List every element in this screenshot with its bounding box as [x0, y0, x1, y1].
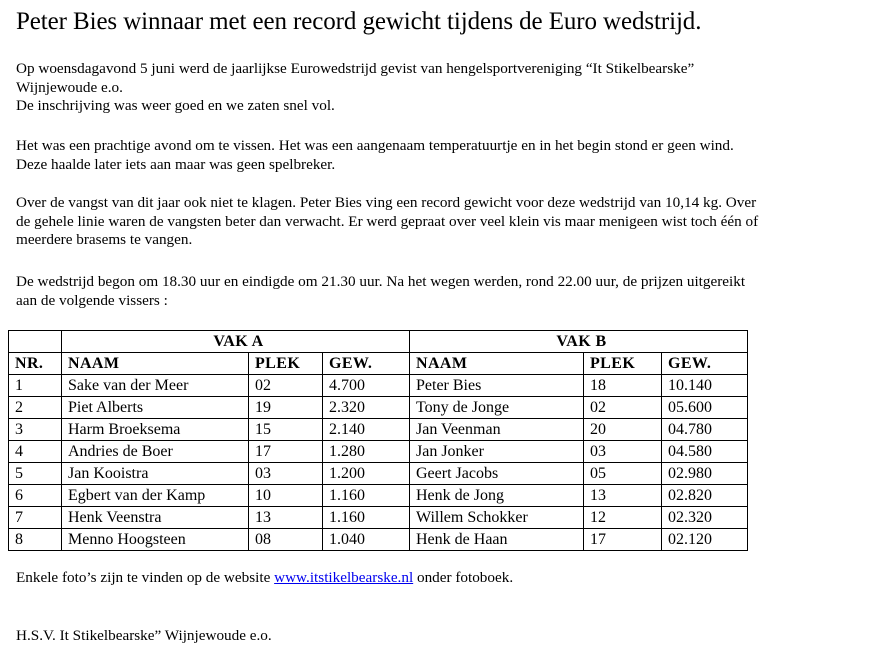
table-cell-naam-b: Geert Jacobs	[410, 463, 584, 485]
vak-b-header: VAK B	[410, 331, 748, 353]
table-cell-naam-a: Egbert van der Kamp	[62, 485, 249, 507]
table-cell-plek-b: 20	[584, 419, 662, 441]
paragraph-line: De inschrijving was weer goed en we zaten snel vol.	[16, 97, 335, 114]
table-cell-gew-a: 1.160	[323, 485, 410, 507]
table-cell-plek-a: 02	[249, 375, 323, 397]
column-header-plek-a: PLEK	[249, 353, 323, 375]
table-cell-nr: 6	[9, 485, 62, 507]
signature: H.S.V. It Stikelbearske” Wijnjewoude e.o.	[16, 627, 272, 644]
table-cell-nr: 8	[9, 529, 62, 551]
table-cell-naam-b: Peter Bies	[410, 375, 584, 397]
table-cell-naam-b: Tony de Jonge	[410, 397, 584, 419]
article-title: Peter Bies winnaar met een record gewicht tijdens de Euro wedstrijd.	[16, 8, 702, 35]
table-cell-plek-a: 08	[249, 529, 323, 551]
table-cell-gew-b: 02.820	[662, 485, 748, 507]
table-cell-plek-a: 17	[249, 441, 323, 463]
paragraph-line: Deze haalde later iets aan maar was geen spelbreker.	[16, 155, 336, 173]
paragraph-line: De wedstrijd begon om 18.30 uur en eindigde om 21.30 uur. Na het wegen werden, rond 22.00 uur, de prijzen uitgereikt	[16, 273, 746, 290]
website-link[interactable]: www.itstikelbearske.nl	[274, 569, 414, 586]
table-cell-gew-b: 05.600	[662, 397, 748, 419]
column-header-naam-a: NAAM	[62, 353, 249, 375]
paragraph-line: aan de volgende vissers :	[16, 291, 168, 309]
column-header-naam-b: NAAM	[410, 353, 584, 375]
results-table	[8, 330, 748, 551]
table-cell-gew-a: 4.700	[323, 375, 410, 397]
paragraph-line: Over de vangst van dit jaar ook niet te klagen. Peter Bies ving een record gewicht voor deze wedstrijd van 10,14 kg. Over	[16, 194, 757, 211]
table-cell-naam-a: Menno Hoogsteen	[62, 529, 249, 551]
table-cell-gew-b: 02.120	[662, 529, 748, 551]
table-cell-gew-b: 10.140	[662, 375, 748, 397]
table-row	[9, 507, 748, 529]
table-cell-plek-b: 12	[584, 507, 662, 529]
table-cell-gew-a: 1.040	[323, 529, 410, 551]
table-cell-plek-b: 05	[584, 463, 662, 485]
table-cell-nr: 2	[9, 397, 62, 419]
table-cell-naam-a: Piet Alberts	[62, 397, 249, 419]
table-cell-gew-b: 02.980	[662, 463, 748, 485]
table-cell-plek-b: 13	[584, 485, 662, 507]
table-cell-naam-b: Henk de Jong	[410, 485, 584, 507]
table-row	[9, 529, 748, 551]
table-cell-naam-a: Jan Kooistra	[62, 463, 249, 485]
table-cell-empty	[9, 331, 62, 353]
footer-text-before: Enkele foto’s zijn te vinden op de website	[16, 569, 275, 586]
table-cell-plek-b: 03	[584, 441, 662, 463]
table-cell-nr: 7	[9, 507, 62, 529]
table-cell-naam-b: Willem Schokker	[410, 507, 584, 529]
table-cell-naam-a: Andries de Boer	[62, 441, 249, 463]
table-cell-plek-a: 10	[249, 485, 323, 507]
table-cell-plek-b: 02	[584, 397, 662, 419]
table-row	[9, 441, 748, 463]
paragraph-schedule	[16, 273, 745, 310]
column-header-gew-b: GEW.	[662, 353, 748, 375]
table-section-row	[9, 331, 748, 353]
paragraph-line: Het was een prachtige avond om te vissen. Het was een aangenaam temperatuurtje en in het begin stond er geen wind.	[16, 137, 734, 154]
table-cell-gew-a: 2.140	[323, 419, 410, 441]
column-header-gew-a: GEW.	[323, 353, 410, 375]
table-cell-plek-a: 19	[249, 397, 323, 419]
column-header-plek-b: PLEK	[584, 353, 662, 375]
paragraph-line: Op woensdagavond 5 juni werd de jaarlijkse Eurowedstrijd gevist van hengelsportvereniging “It Stikelbearske”	[16, 60, 695, 77]
table-cell-nr: 5	[9, 463, 62, 485]
paragraph-line: Wijnjewoude e.o.	[16, 78, 123, 96]
table-cell-naam-b: Henk de Haan	[410, 529, 584, 551]
table-cell-gew-b: 04.780	[662, 419, 748, 441]
table-cell-gew-b: 04.580	[662, 441, 748, 463]
table-cell-gew-a: 1.200	[323, 463, 410, 485]
table-cell-nr: 4	[9, 441, 62, 463]
table-row	[9, 419, 748, 441]
table-cell-plek-a: 15	[249, 419, 323, 441]
table-cell-naam-b: Jan Veenman	[410, 419, 584, 441]
table-cell-naam-a: Sake van der Meer	[62, 375, 249, 397]
table-cell-plek-a: 03	[249, 463, 323, 485]
vak-a-header: VAK A	[62, 331, 410, 353]
table-cell-gew-b: 02.320	[662, 507, 748, 529]
table-cell-plek-b: 18	[584, 375, 662, 397]
paragraph-weather	[16, 137, 734, 174]
footer-text-after: onder fotoboek.	[413, 569, 514, 586]
table-cell-gew-a: 2.320	[323, 397, 410, 419]
table-cell-nr: 1	[9, 375, 62, 397]
table-row	[9, 397, 748, 419]
table-cell-naam-a: Harm Broeksema	[62, 419, 249, 441]
table-cell-naam-a: Henk Veenstra	[62, 507, 249, 529]
table-cell-nr: 3	[9, 419, 62, 441]
table-cell-gew-a: 1.280	[323, 441, 410, 463]
table-header-row	[9, 353, 748, 375]
paragraph-line: de gehele linie waren de vangsten beter dan verwacht. Er werd gepraat over veel klein vis maar menigeen wist toch één of	[16, 212, 759, 230]
footer-note	[16, 569, 513, 588]
table-cell-plek-a: 13	[249, 507, 323, 529]
table-row	[9, 375, 748, 397]
table-row	[9, 485, 748, 507]
paragraph-catch	[16, 194, 758, 250]
table-cell-plek-b: 17	[584, 529, 662, 551]
table-cell-naam-b: Jan Jonker	[410, 441, 584, 463]
table-row	[9, 463, 748, 485]
paragraph-line: meerdere brasems te vangen.	[16, 231, 193, 248]
column-header-nr: NR.	[9, 353, 62, 375]
table-cell-gew-a: 1.160	[323, 507, 410, 529]
paragraph-intro	[16, 60, 694, 116]
